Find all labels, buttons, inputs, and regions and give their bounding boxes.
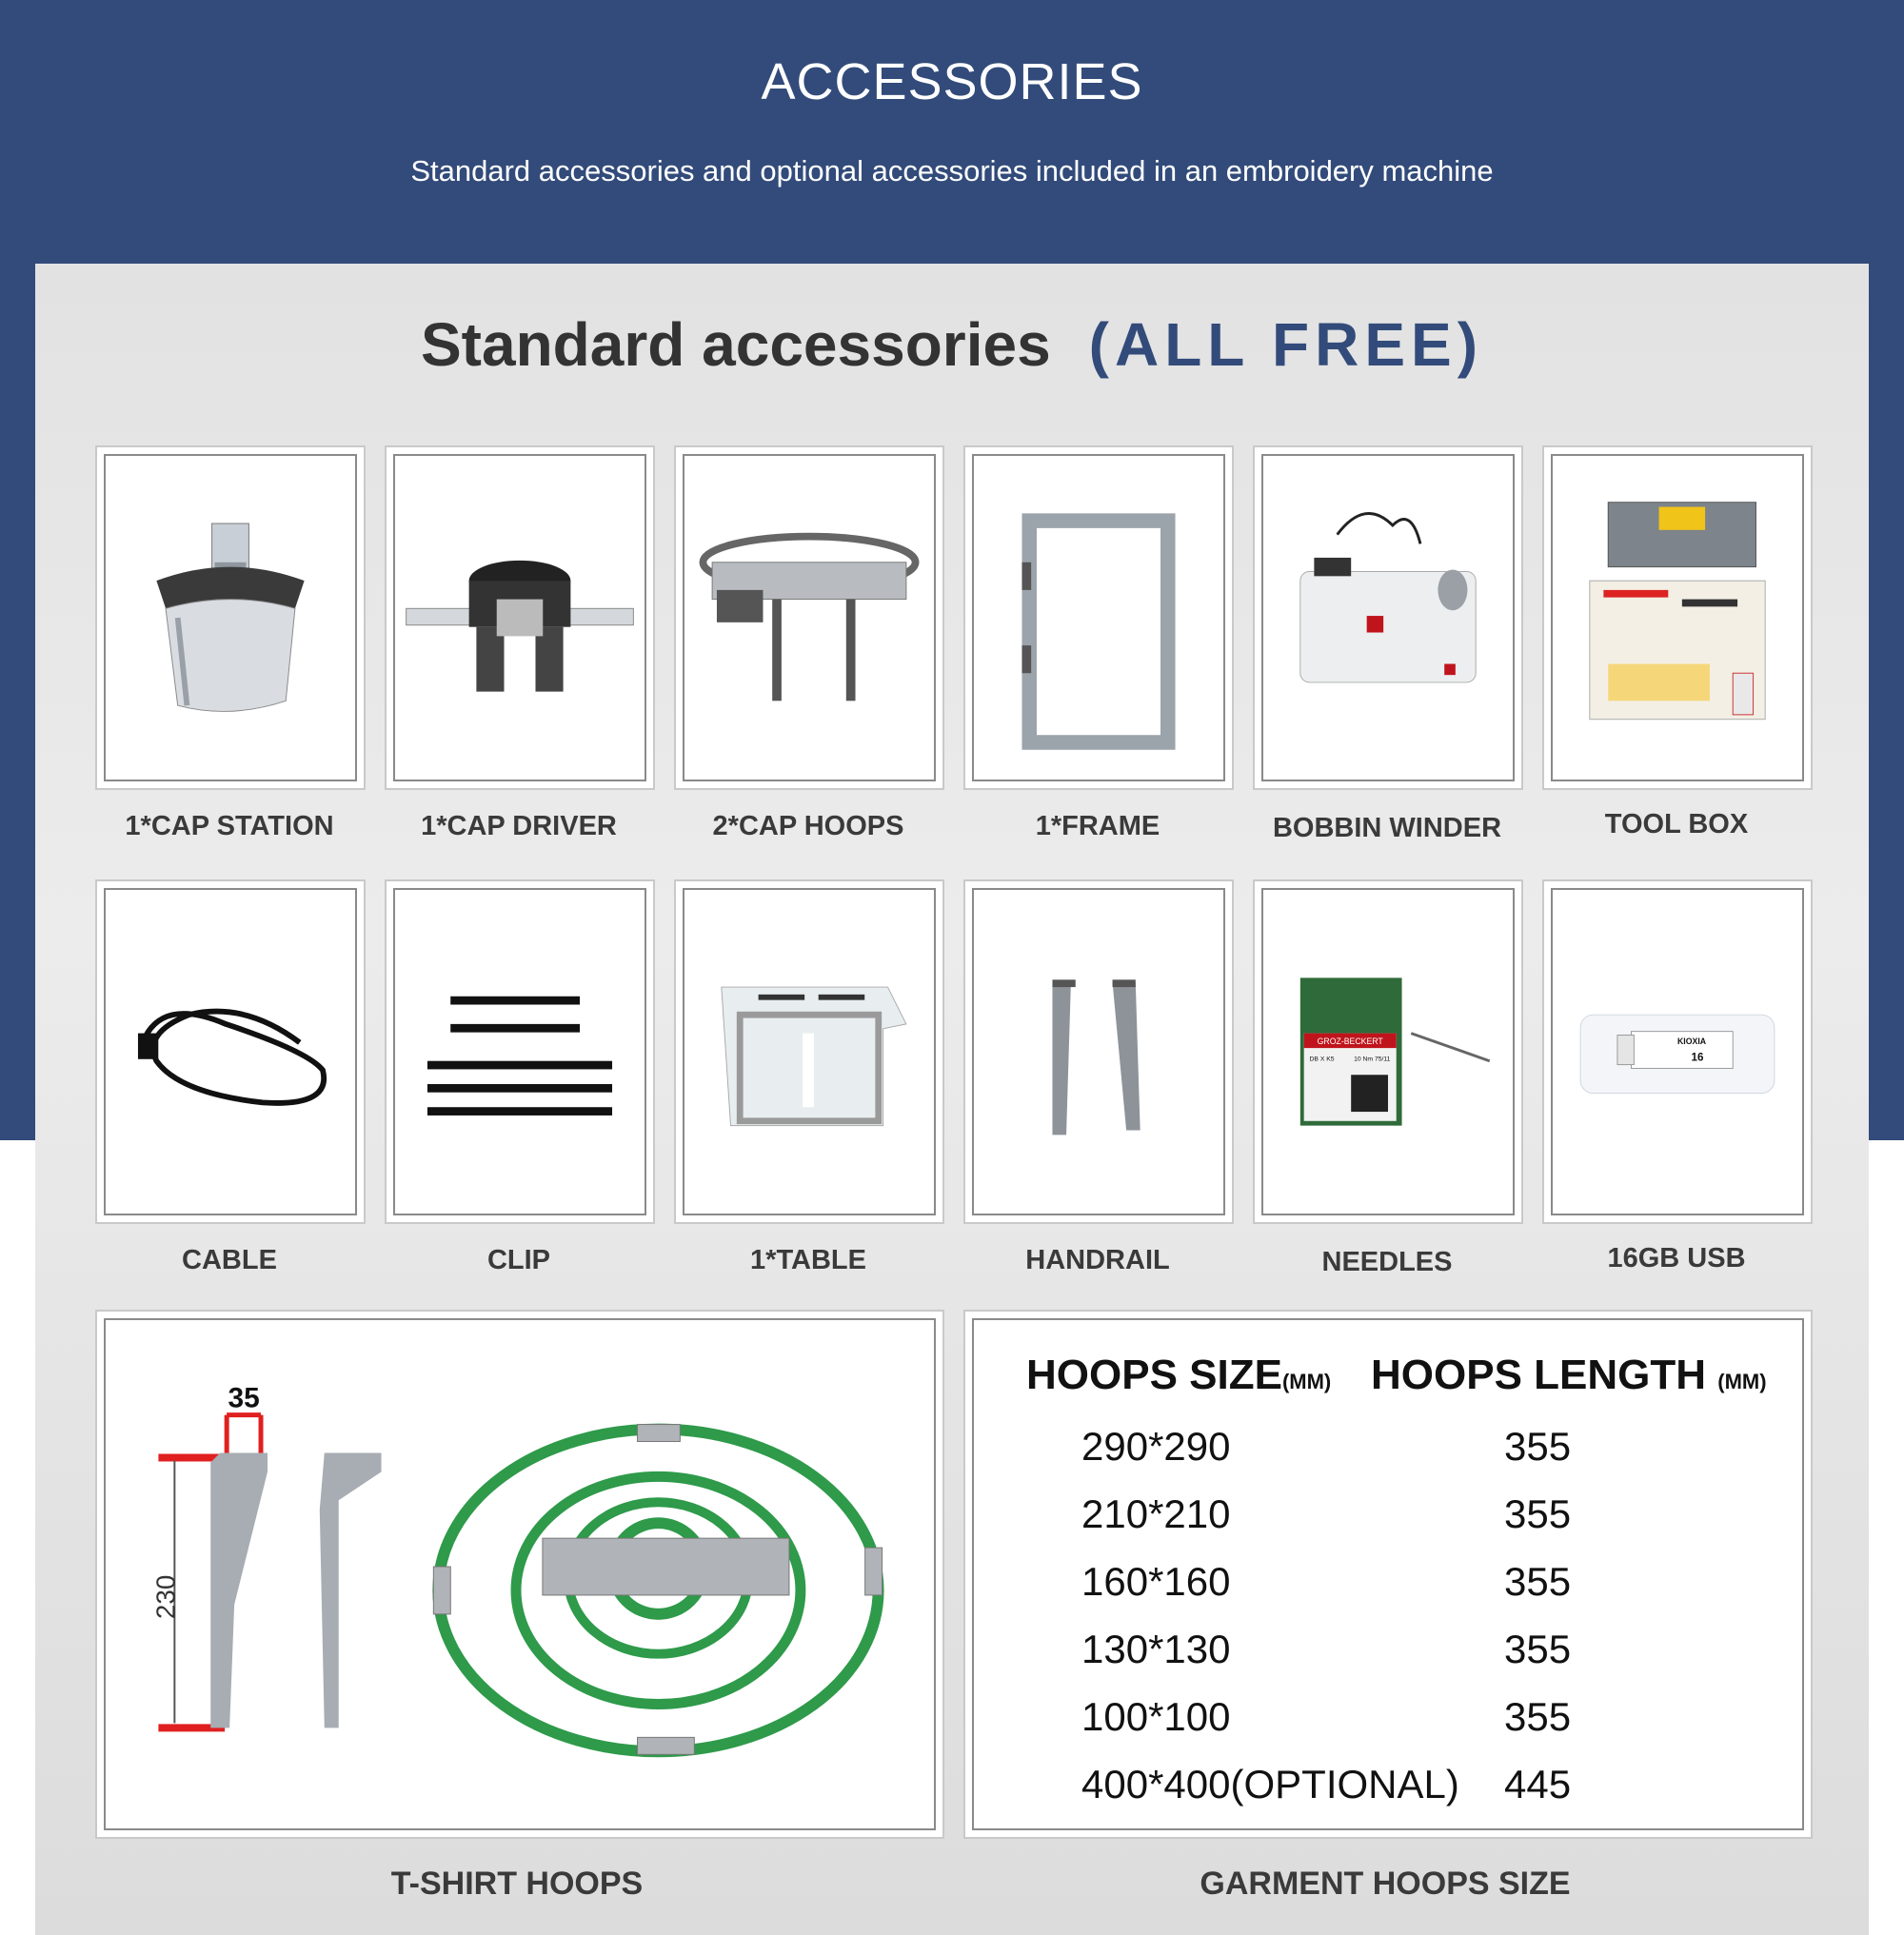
col-header-size-text: HOOPS SIZE: [1026, 1352, 1282, 1398]
card-table: [676, 881, 942, 1222]
handrail-image: [974, 890, 1223, 1214]
row-size: 210*210: [1081, 1491, 1231, 1536]
tool-box-image: [1553, 456, 1802, 780]
label-frame: 1*FRAME: [1035, 811, 1160, 841]
section-badge: (ALL FREE): [1088, 310, 1484, 379]
table-image: [684, 890, 934, 1214]
label-garment-hoops: GARMENT HOOPS SIZE: [1200, 1866, 1571, 1902]
row-length: 355: [1504, 1627, 1572, 1671]
card-cable: [97, 881, 364, 1222]
label-cable: CABLE: [182, 1245, 277, 1275]
row-size: 160*160: [1081, 1559, 1231, 1604]
frame-image: [974, 456, 1223, 780]
card-cap-hoops: [676, 447, 942, 788]
row-length: 355: [1504, 1424, 1572, 1469]
card-needles: [1255, 881, 1521, 1222]
needle-size: 10 Nm 75/11: [1354, 1056, 1391, 1063]
label-usb: 16GB USB: [1607, 1243, 1746, 1274]
row-size: 100*100: [1081, 1694, 1231, 1739]
usb-image: [1553, 890, 1802, 1214]
label-tool-box: TOOL BOX: [1604, 809, 1749, 839]
col-header-size-unit: (MM): [1281, 1370, 1332, 1393]
label-cap-driver: 1*CAP DRIVER: [421, 811, 617, 841]
bobbin-winder-image: [1263, 456, 1513, 780]
cap-hoops-image: [684, 456, 934, 780]
card-cap-station: [97, 447, 364, 788]
row-length: 355: [1504, 1559, 1572, 1604]
row-length: 355: [1504, 1491, 1572, 1536]
label-bobbin-winder: BOBBIN WINDER: [1272, 813, 1502, 843]
label-tshirt-hoops: T-SHIRT HOOPS: [390, 1866, 644, 1902]
card-tshirt-hoops: [97, 1312, 942, 1837]
tshirt-hoops-image: [106, 1320, 934, 1828]
section-title: [0, 309, 1904, 380]
label-cap-station: 1*CAP STATION: [125, 811, 334, 841]
cap-station-image: [106, 456, 355, 780]
needle-brand: GROZ-BECKERT: [1317, 1037, 1383, 1047]
label-handrail: HANDRAIL: [1025, 1245, 1170, 1275]
usb-brand: KIOXIA: [1677, 1037, 1707, 1047]
row-length: 445: [1504, 1762, 1572, 1807]
page-title: ACCESSORIES: [761, 53, 1143, 110]
card-tool-box: [1544, 447, 1811, 788]
card-frame: [965, 447, 1232, 788]
card-bobbin-winder: [1255, 447, 1521, 788]
label-needles: NEEDLES: [1321, 1247, 1453, 1277]
label-cap-hoops: 2*CAP HOOPS: [712, 811, 904, 841]
card-handrail: [965, 881, 1232, 1222]
label-table: 1*TABLE: [750, 1245, 866, 1275]
needles-image: [1263, 890, 1513, 1214]
row-size: 400*400(OPTIONAL): [1081, 1762, 1459, 1807]
clip-image: [395, 890, 645, 1214]
row-length: 355: [1504, 1694, 1572, 1739]
card-cap-driver: [387, 447, 653, 788]
needle-code: DB X K5: [1309, 1056, 1335, 1063]
cable-image: [106, 890, 355, 1214]
col-header-length-unit: (MM): [1717, 1370, 1767, 1393]
col-header-size: [1026, 1352, 1331, 1399]
col-header-length-text: HOOPS LENGTH: [1371, 1352, 1707, 1398]
row-size: 290*290: [1081, 1424, 1231, 1469]
page-subtitle: Standard accessories and optional accessories included in an embroidery machine: [410, 154, 1494, 188]
dim-width-label: 35: [228, 1382, 260, 1414]
section-title-text: Standard accessories: [420, 310, 1051, 379]
dim-height-label: 230: [150, 1574, 181, 1620]
row-size: 130*130: [1081, 1627, 1231, 1671]
card-usb: [1544, 881, 1811, 1222]
usb-capacity: 16: [1691, 1051, 1704, 1064]
col-header-length: [1371, 1352, 1767, 1399]
cap-driver-image: [395, 456, 645, 780]
card-clip: [387, 881, 653, 1222]
label-clip: CLIP: [486, 1245, 551, 1275]
